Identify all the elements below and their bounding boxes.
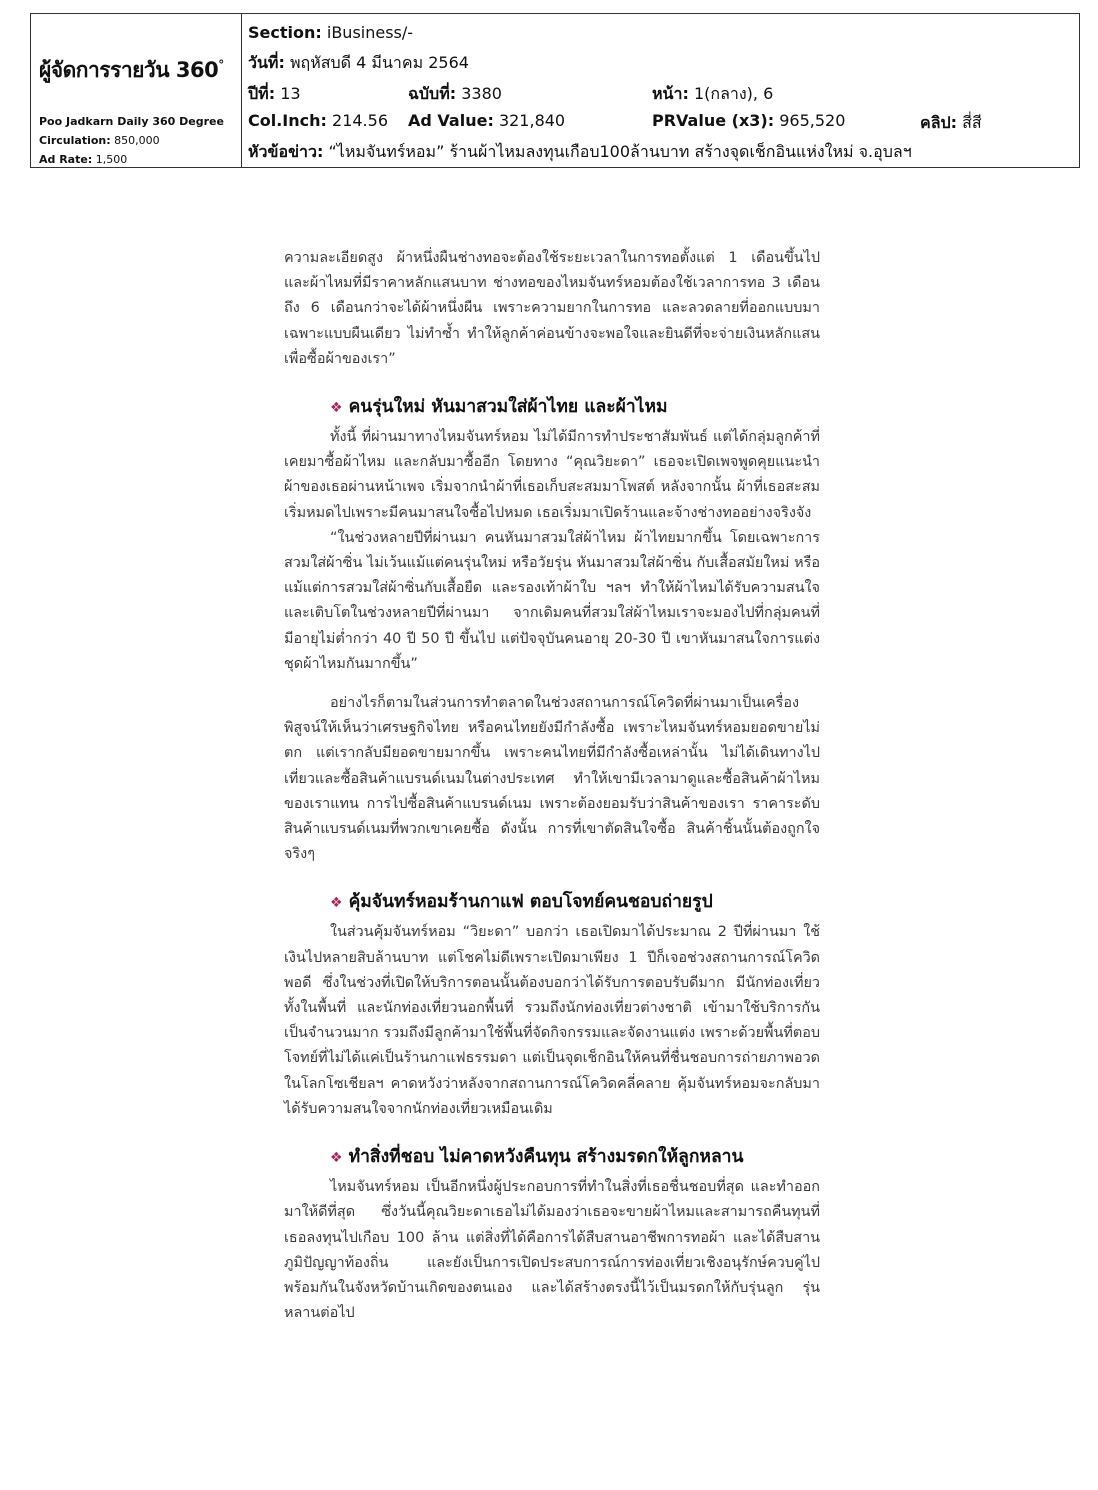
paragraph: “ในช่วงหลายปีที่ผ่านมา คนหันมาสวมใส่ผ้าไหม ผ้าไทยมากขึ้น โดยเฉพาะการสวมใส่ผ้าซิ่น ไม่เว้นแม้แต่คนรุ่นใหม่ หรือวัยรุ่น หันมาสวมใส่ผ้าซิ่น กับเสื้อสมัยใหม่ หรือแม้แต่การสวมใส่ผ้าซิ่นกับเสื้อยืด และรองเท้าผ้าใบ ฯลฯ ทำให้ผ้าไหมได้รับความสนใจและเติบโตในช่วงหลายปีที่ผ่านมา จากเดิมคนที่สวมใส่ผ้าไหมเราจะมองไปที่กลุ่มคนที่มีอายุไม่ต่ำกว่า 40 ปี 50 ปี ขึ้นไป แต่ปัจจุบันคนอายุ 20-30 ปี เขาหันมาสนใจการแต่งชุดผ้าไหมกันมากขึ้น”: [284, 529, 820, 672]
clipping-header: [30, 13, 1080, 168]
advalue-field: Ad Value: 321,840: [408, 111, 566, 130]
paragraph: ทั้งนี้ ที่ผ่านมาทางไหมจันทร์หอม ไม่ได้มีการทำประชาสัมพันธ์ แต่ได้กลุ่มลูกค้าที่เคยมาซื้อผ้าไหม และกลับมาซื้ออีก โดยทาง “คุณวิยะดา” เธอจะเปิดเพจพูดคุยแนะนำผ้าของเธอผ่านหน้าเพจ เริ่มจากนำผ้าที่เธอเก็บสะสมมาโพสต์ หลังจากนั้น ผ้าที่เธอสะสมเริ่มหมดไปเพราะมีคนมาสนใจซื้อไปหมด เธอเริ่มมาเปิดร้านและจ้างช่างทออย่างจริงจัง: [284, 429, 820, 521]
circulation: Circulation: 850,000: [39, 134, 160, 147]
paragraph: ในส่วนคุ้มจันทร์หอม “วิยะดา” บอกว่า เธอเปิดมาได้ประมาณ 2 ปีที่ผ่านมา ใช้เงินไปหลายสิบล้านบาท แต่โชคไม่ดีเพราะเปิดมาเพียง 1 ปีก็เจอช่วงสถานการณ์โควิดพอดี ซึ่งในช่วงที่เปิดให้บริการตอนนั้นต้องบอกว่าได้รับการตอบรับดีมาก มีนักท่องเที่ยวทั้งในพื้นที่ และนักท่องเที่ยวนอกพื้นที่ รวมถึงนักท่องเที่ยวต่างชาติ เข้ามาใช้บริการกันเป็นจำนวนมาก รวมถึงมีลูกค้ามาใช้พื้นที่จัดกิจกรรมและจัดงานแต่ง เพราะด้วยพื้นที่ตอบโจทย์ที่ไม่ได้แค่เป็นร้านกาแฟธรรมดา แต่เป็นจุดเช็กอินให้คนที่ชื่นชอบการถ่ายภาพอวดในโลกโซเชียลฯ คาดหวังว่าหลังจากสถานการณ์โควิดคลี่คลาย คุ้มจันทร์หอมจะกลับมาได้รับความสนใจจากนักท่องเที่ยวเหมือนเดิม: [284, 924, 820, 1117]
paragraph: อย่างไรก็ตามในส่วนการทำตลาดในช่วงสถานการณ์โควิดที่ผ่านมาเป็นเครื่องพิสูจน์ให้เห็นว่าเศรษฐกิจไทย หรือคนไทยยังมีกำลังซื้อ เพราะไหมจันทร์หอมยอดขายไม่ตก แต่เรากลับมียอดขายมากขึ้น เพราะคนไทยที่มีกำลังซื้อเหล่านั้น ไม่ได้เดินทางไปเที่ยวและซื้อสินค้าแบรนด์เนมในต่างประเทศ ทำให้เขามีเวลามาดูและซื้อสินค้าผ้าไหมของเราแทน การไปซื้อสินค้าแบรนด์เนม เพราะต้องยอมรับว่าสินค้าของเรา ราคาระดับสินค้าแบรนด์เนมที่พวกเขาเคยซื้อ ดังนั้น การที่เขาตัดสินใจซื้อ สินค้าชิ้นนั้นต้องถูกใจจริงๆ: [284, 695, 820, 863]
masthead-title: ผู้จัดการรายวัน 360: [39, 58, 219, 82]
masthead: [39, 54, 224, 87]
diamond-bullet-icon: ❖: [330, 400, 343, 417]
year-field: ปีที่: 13: [248, 84, 301, 103]
issue-field: ฉบับที่: 3380: [408, 84, 502, 103]
colinch-field: Col.Inch: 214.56: [248, 111, 388, 130]
paragraph: ความละเอียดสูง ผ้าหนึ่งผืนช่างทอจะต้องใช้ระยะเวลาในการทอตั้งแต่ 1 เดือนขึ้นไป และผ้าไหมที่มีราคาหลักแสนบาท ช่างทอของไหมจันทร์หอมต้องใช้เวลาการทอ 3 เดือนถึง 6 เดือนกว่าจะได้ผ้าหนึ่งผืน เพราะความยากในการทอ และลวดลายที่ออกแบบมาเฉพาะแบบผืนเดียว ไม่ทำซ้ำ ทำให้ลูกค้าค่อนข้างจะพอใจและยินดีที่จะจ่ายเงินหลักแสนเพื่อซื้อผ้าของเรา”: [284, 250, 820, 367]
article-body: [284, 246, 820, 1326]
date-field: วันที่: พฤหัสบดี 4 มีนาคม 2564: [248, 53, 469, 72]
publication-panel: [31, 14, 242, 167]
diamond-bullet-icon: ❖: [330, 1150, 343, 1167]
subheading: ❖ ทำสิ่งที่ชอบ ไม่คาดหวังคืนทุน สร้างมรดกให้ลูกหลาน: [330, 1147, 744, 1168]
prvalue-field: PRValue (x3): 965,520: [652, 111, 846, 130]
publication-meta: [39, 112, 224, 169]
page-field: หน้า: 1(กลาง), 6: [652, 84, 774, 103]
clipping-info-panel: [242, 14, 1079, 167]
headline-field: หัวข้อข่าว: “ไหมจันทร์หอม” ร้านผ้าไหมลงทุนเกือบ100ล้านบาท สร้างจุดเช็กอินแห่งใหม่ จ.อุบลฯ: [248, 142, 912, 161]
masthead-degree: °: [218, 58, 224, 72]
subheading: ❖ คนรุ่นใหม่ หันมาสวมใส่ผ้าไทย และผ้าไหม: [330, 397, 668, 418]
clip-field: คลิป: สี่สี: [920, 113, 982, 132]
section-field: Section: iBusiness/-: [248, 23, 414, 42]
paragraph: ไหมจันทร์หอม เป็นอีกหนึ่งผู้ประกอบการที่ทำในสิ่งที่เธอชื่นชอบที่สุด และทำออกมาให้ดีที่สุด ซึ่งวันนี้คุณวิยะดาเธอไม่ได้มองว่าเธอจะขายผ้าไหมและสามารถคืนทุนที่เธอลงทุนไปเกือบ 100 ล้าน แต่สิ่งที่ได้คือการได้สืบสานอาชีพการทอผ้า และได้สืบสานภูมิปัญญาท้องถิ่น และยังเป็นการเปิดประสบการณ์การท่องเที่ยวเชิงอนุรักษ์ควบคู่ไปพร้อมกันในจังหวัดบ้านเกิดของตนเอง และได้สร้างตรงนี้ไว้เป็นมรดกให้กับรุ่นลูก รุ่นหลานต่อไป: [284, 1179, 820, 1322]
ad-rate: Ad Rate: 1,500: [39, 153, 128, 166]
subheading: ❖ คุ้มจันทร์หอมร้านกาแฟ ตอบโจทย์คนชอบถ่ายรูป: [330, 892, 713, 913]
diamond-bullet-icon: ❖: [330, 895, 343, 912]
pub-name: Poo Jadkarn Daily 360 Degree: [39, 115, 224, 128]
